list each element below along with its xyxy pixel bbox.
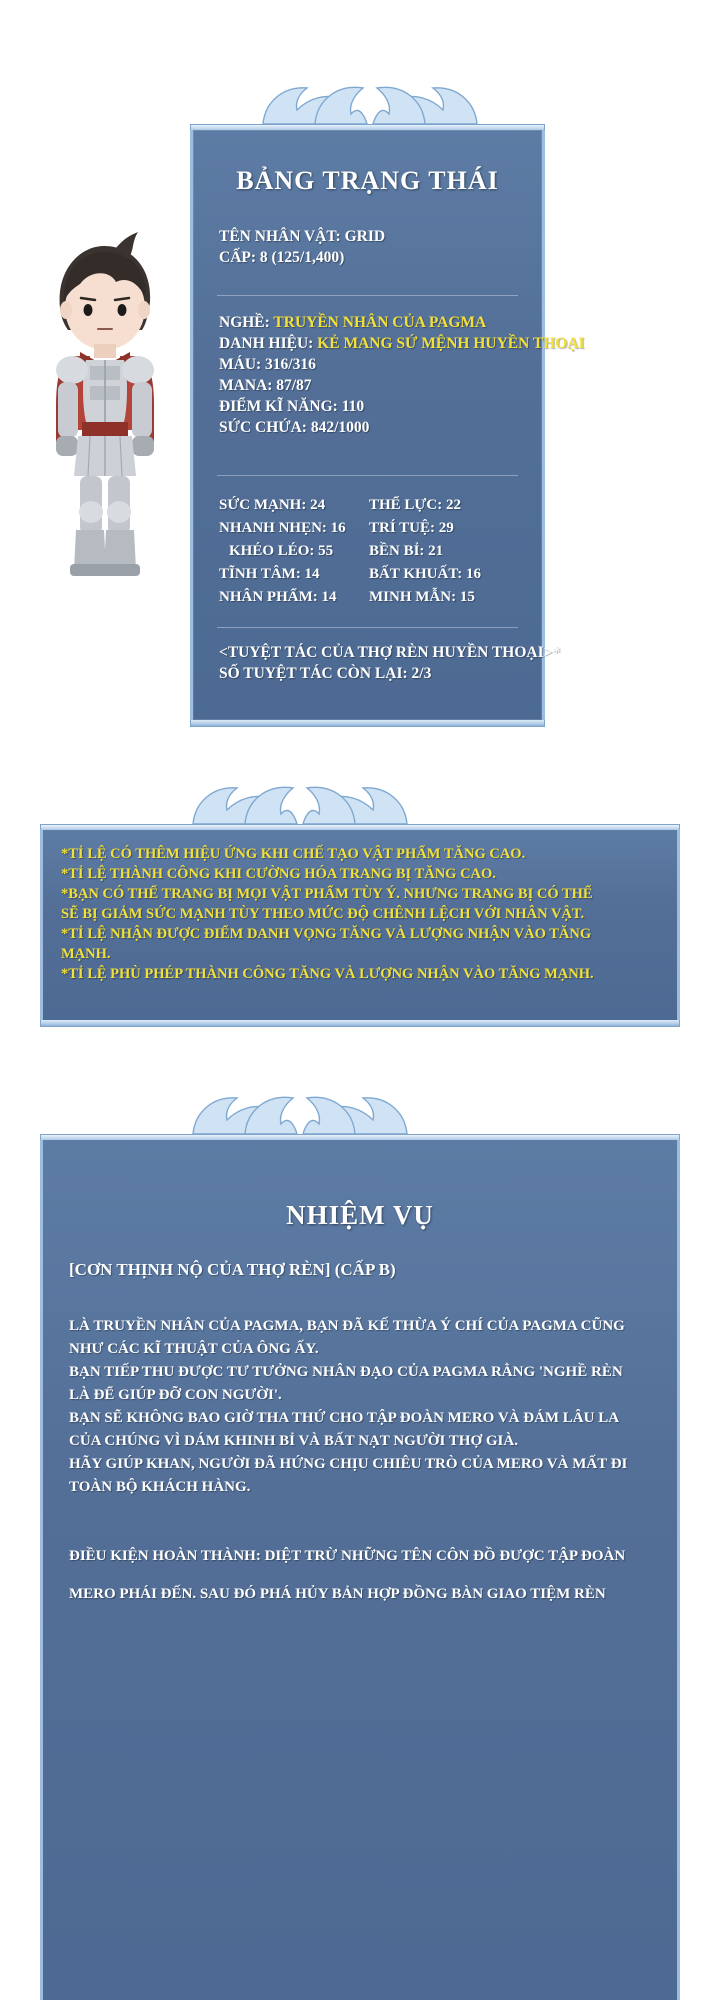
quest-line: LÀ ĐỂ GIÚP ĐỠ CON NGƯỜI'. <box>69 1387 282 1403</box>
attr-endurance: BỀN BỈ: 21 <box>369 543 444 559</box>
character-level: CẤP: 8 (125/1,400) <box>219 249 345 266</box>
effect-line: MẠNH. <box>61 946 111 962</box>
quest-line: BẠN SẼ KHÔNG BAO GIỜ THA THỨ CHO TẬP ĐOÀN MERO VÀ ĐÁM LÂU LA <box>69 1410 620 1426</box>
quest-line: BẠN TIẾP THU ĐƯỢC TƯ TƯỞNG NHÂN ĐẠO CỦA PAGMA RẰNG 'NGHỀ RÈN <box>69 1364 623 1380</box>
effect-list-panel <box>40 830 680 1020</box>
attr-insight: MINH MẪN: 15 <box>369 589 475 605</box>
divider-3 <box>217 627 518 628</box>
effect-line: *BẠN CÓ THỂ TRANG BỊ MỌI VẬT PHẨM TÙY Ý. NHƯNG TRANG BỊ CÓ THỂ <box>61 886 593 902</box>
attr-agility: NHANH NHẸN: 16 <box>219 520 346 536</box>
character-artwork <box>30 230 175 630</box>
mp-row: MANA: 87/87 <box>219 377 312 394</box>
attr-stamina: THỂ LỰC: 22 <box>369 497 461 513</box>
effect-line: *TỈ LỆ NHẬN ĐƯỢC ĐIỂM DANH VỌNG TĂNG VÀ LƯỢNG NHẬN VÀO TĂNG <box>61 926 592 942</box>
masterpiece-remaining: SỐ TUYỆT TÁC CÒN LẠI: 2/3 <box>219 665 432 682</box>
quest-line: HÃY GIÚP KHAN, NGƯỜI ĐÃ HỨNG CHỊU CHIÊU TRÒ CỦA MERO VÀ MẤT ĐI <box>69 1456 628 1472</box>
attr-character: NHÂN PHẨM: 14 <box>219 589 337 605</box>
profile-block <box>219 312 585 438</box>
quest-line: CỦA CHÚNG VÌ DÁM KHINH BỈ VÀ BẤT NẠT NGƯỜI THỢ GIÀ. <box>69 1433 518 1449</box>
attr-indomitable: BẤT KHUẤT: 16 <box>369 566 481 582</box>
identity-block <box>219 226 516 268</box>
quest-window-title: NHIỆM VỤ <box>286 1200 434 1230</box>
attr-intelligence: TRÍ TUỆ: 29 <box>369 520 454 536</box>
effect-line: *TỈ LỆ CÓ THÊM HIỆU ỨNG KHI CHẾ TẠO VẬT PHẨM TĂNG CAO. <box>61 846 526 862</box>
title-value: KẺ MANG SỨ MỆNH HUYỀN THOẠI <box>317 335 585 352</box>
divider-2 <box>217 475 518 476</box>
effect-line: SẼ BỊ GIẢM SỨC MẠNH TÙY THEO MỨC ĐỘ CHÊNH LỆCH VỚI NHÂN VẬT. <box>61 906 585 922</box>
attr-strength: SỨC MẠNH: 24 <box>219 497 326 513</box>
title-row <box>219 333 585 354</box>
job-value: TRUYỀN NHÂN CỦA PAGMA <box>273 314 487 331</box>
title-label: DANH HIỆU: <box>219 335 314 352</box>
quest-line: LÀ TRUYỀN NHÂN CỦA PAGMA, BẠN ĐÃ KẾ THỪA Ý CHÍ CỦA PAGMA CŨNG <box>69 1318 625 1334</box>
character-name: TÊN NHÂN VẬT: GRID <box>219 228 386 245</box>
quest-condition-line: MERO PHÁI ĐẾN. SAU ĐÓ PHÁ HỦY BẢN HỢP ĐỒNG BÀN GIAO TIỆM RÈN <box>69 1586 606 1602</box>
effect-line: *TỈ LỆ PHÙ PHÉP THÀNH CÔNG TĂNG VÀ LƯỢNG NHẬN VÀO TĂNG MẠNH. <box>61 966 594 982</box>
masterpiece-block <box>219 642 561 684</box>
job-row <box>219 312 516 333</box>
quest-line: NHƯ CÁC KĨ THUẬT CỦA ÔNG ẤY. <box>69 1341 319 1357</box>
attributes-grid <box>219 495 522 608</box>
status-window-title: BẢNG TRẠNG THÁI <box>236 166 499 195</box>
attr-composure: TĨNH TÂM: 14 <box>219 566 320 582</box>
job-label: NGHỀ: <box>219 314 270 331</box>
masterpiece-title: <TUYỆT TÁC CỦA THỢ RÈN HUYỀN THOẠI>* <box>219 644 561 661</box>
quest-line: TOÀN BỘ KHÁCH HÀNG. <box>69 1479 251 1495</box>
skill-points-row: ĐIỂM KĨ NĂNG: 110 <box>219 398 365 415</box>
capacity-row: SỨC CHỨA: 842/1000 <box>219 419 370 436</box>
effect-list <box>61 844 659 984</box>
divider-1 <box>217 295 518 296</box>
quest-subtitle: [CƠN THỊNH NỘ CỦA THỢ RÈN] (CẤP B) <box>69 1260 396 1279</box>
attr-dexterity: KHÉO LÉO: 55 <box>229 543 334 559</box>
quest-description <box>69 1315 655 1499</box>
effect-line: *TỈ LỆ THÀNH CÔNG KHI CƯỜNG HÓA TRANG BỊ TĂNG CAO. <box>61 866 496 882</box>
status-window <box>190 130 585 720</box>
quest-window <box>40 1140 680 2000</box>
hp-row: MÁU: 316/316 <box>219 356 316 373</box>
quest-completion-condition <box>69 1530 655 1621</box>
quest-condition-line: ĐIỀU KIỆN HOÀN THÀNH: DIỆT TRỪ NHỮNG TÊN CÔN ĐỒ ĐƯỢC TẬP ĐOÀN <box>69 1548 626 1564</box>
